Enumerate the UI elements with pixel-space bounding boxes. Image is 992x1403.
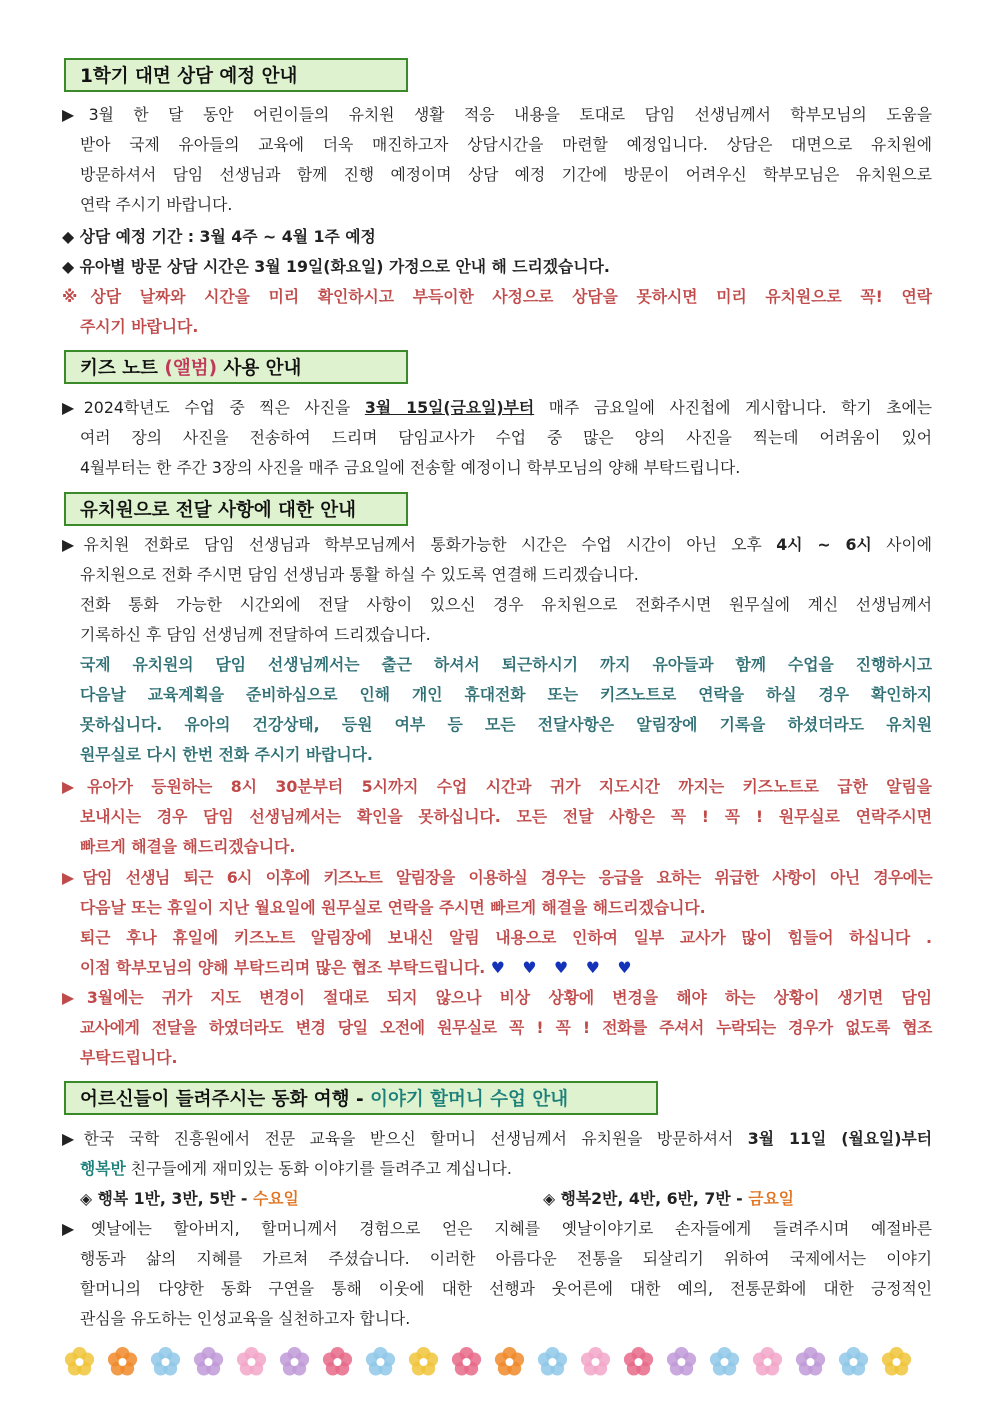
flower-icon: [108, 1347, 137, 1376]
flower-border: [58, 1342, 918, 1382]
s4-line: 관심을 유도하는 인성교육을 실천하고자 합니다.: [80, 1309, 411, 1328]
s1-para-line: 방문하셔서 담임 선생님과 함께 진행 예정이며 상담 예정 기간에 방문이 어려우신 학부모님은 유치원으로: [80, 165, 932, 184]
text: ◈ 행복 1반, 3반, 5반 -: [80, 1189, 253, 1208]
section-title-storytelling: [64, 1081, 658, 1115]
flower-icon: [194, 1347, 223, 1376]
consult-note: 주시기 바랍니다.: [80, 317, 199, 336]
consult-time: ◆ 유아별 방문 상담 시간은 3월 19일(화요일) 가정으로 안내 해 드리겠습니다.: [62, 257, 610, 276]
flower-icon: [495, 1347, 524, 1376]
s2-line: 여러 장의 사진을 전송하여 드리며 담임교사가 수업 중 많은 양의 사진을 찍는데 어려움이 있어: [80, 428, 932, 447]
flower-icon: [882, 1347, 911, 1376]
text: 매주 금요일에 사진첩에 게시합니다. 학기 초에는: [534, 398, 932, 417]
s3-teal-line: 못하십니다. 유아의 건강상태, 등원 여부 등 모든 전달사항은 알림장에 기록을 하셨더라도 유치원: [80, 715, 932, 734]
text: ◈ 행복2반, 4반, 6반, 7반 -: [543, 1189, 749, 1208]
s3-line: 유치원으로 전화 주시면 담임 선생님과 통활 하실 수 있도록 연결해 드리겠습니다.: [80, 565, 639, 584]
title-part: 키즈 노트: [80, 358, 165, 379]
s3-red-line: 빠르게 해결을 해드리겠습니다.: [80, 837, 296, 856]
s3-red-line: ▶담임 선생님 퇴근 6시 이후에 키즈노트 알림장을 이용하실 경우는 응급을 요하는 위급한 사항이 아닌 경우에는: [62, 868, 932, 887]
flower-icon: [710, 1347, 739, 1376]
s3-red-line: 퇴근 후나 휴일에 키즈노트 알림장에 보내신 알림 내용으로 인하여 일부 교사가 많이 힘들어 하십니다 .: [80, 928, 932, 947]
text: 친구들에게 재미있는 동화 이야기를 들려주고 계십니다.: [125, 1159, 512, 1178]
text: 이점 학부모님의 양해 부탁드리며 많은 협조 부탁드립니다.: [80, 958, 491, 977]
s3-red-line: ▶유아가 등원하는 8시 30분부터 5시까지 수업 시간과 귀가 지도시간 까지는 키즈노트로 급한 알림을: [62, 777, 932, 796]
s4-line: ▶옛날에는 할아버지, 할머니께서 경험으로 얻은 지혜를 옛날이야기로 손자들에게 들려주시며 예절바른: [62, 1219, 932, 1238]
s3-red-line: ▶3월에는 귀가 지도 변경이 절대로 되지 않으나 비상 상황에 변경을 해야 하는 상황이 생기면 담임: [62, 988, 932, 1007]
s3-line: [62, 530, 932, 560]
text: 사이에: [871, 535, 932, 554]
s3-line: 전화 통화 가능한 시간외에 전달 사항이 있으신 경우 유치원으로 전화주시면 원무실에 계신 선생님께서: [80, 595, 932, 614]
flower-icon: [581, 1347, 610, 1376]
title-part: 어르신들이 들려주시는 동화 여행 -: [80, 1089, 371, 1110]
text: ▶2024학년도 수업 중 찍은 사진을: [62, 398, 365, 417]
day: 수요일: [252, 1189, 299, 1208]
s4-line: [80, 1154, 932, 1184]
flower-icon: [151, 1347, 180, 1376]
s1-para-line: 연락 주시기 바랍니다.: [80, 195, 233, 214]
start-date: 3월 11일 (월요일)부터: [747, 1129, 932, 1148]
s3-red-line: 보내시는 경우 담임 선생님께서는 확인을 못하십니다. 모든 전달 사항은 꼭 ! 꼭 ! 원무실로 연락주시면: [80, 807, 932, 826]
s4-line: [62, 1124, 932, 1154]
flower-icon: [65, 1347, 94, 1376]
section-title-consultation: 1학기 대면 상담 예정 안내: [64, 58, 408, 92]
flower-icon: [280, 1347, 309, 1376]
s2-line: 4월부터는 한 주간 3장의 사진을 매주 금요일에 전송할 예정이니 학부모님의 양해 부탁드립니다.: [80, 458, 741, 477]
flower-icon: [452, 1347, 481, 1376]
text: ▶유치원 전화로 담임 선생님과 학부모님께서 통화가능한 시간은 수업 시간이 아닌 오후: [62, 535, 777, 554]
title-album: (앨범): [164, 358, 218, 379]
s2-line: [62, 393, 932, 423]
schedule-wed: [80, 1184, 480, 1214]
class-name: 행복반: [80, 1159, 126, 1178]
s1-para-line: 받아 국제 유아들의 교육에 더욱 매진하고자 상담시간을 마련할 예정입니다. 상담은 대면으로 유치원에: [80, 135, 932, 154]
s4-line: 행동과 삶의 지혜를 가르쳐 주셨습니다. 이러한 아름다운 전통을 되살리기 위하여 국제에서는 이야기: [80, 1249, 932, 1268]
section-title-kidsnote: [64, 350, 408, 384]
s3-red-line: 부탁드립니다.: [80, 1048, 178, 1067]
day: 금요일: [748, 1189, 795, 1208]
s3-teal-line: 다음날 교육계획을 준비하심으로 인해 개인 휴대전화 또는 키즈노트로 연락을 하실 경우 확인하지: [80, 685, 932, 704]
s1-para-line: ▶3월 한 달 동안 어린이들의 유치원 생활 적응 내용을 토대로 담임 선생님께서 학부모님의 도움을: [62, 105, 932, 124]
call-hours: 4시 ~ 6시: [776, 535, 872, 554]
start-date: 3월 15일(금요일)부터: [364, 398, 535, 417]
consult-period: ◆ 상담 예정 기간 : 3월 4주 ~ 4월 1주 예정: [62, 227, 376, 246]
s3-red-line: 교사에게 전달을 하였더라도 변경 당일 오전에 원무실로 꼭 ! 꼭 ! 전화를 주셔서 누락되는 경우가 없도록 협조: [80, 1018, 932, 1037]
flower-icon: [624, 1347, 653, 1376]
flower-icon: [839, 1347, 868, 1376]
flower-icon: [237, 1347, 266, 1376]
schedule-fri: [543, 1184, 923, 1214]
flower-icon: [667, 1347, 696, 1376]
s4-line: 할머니의 다양한 동화 구연을 통해 이웃에 대한 선행과 웃어른에 대한 예의, 전통문화에 대한 긍정적인: [80, 1279, 932, 1298]
title-part: 사용 안내: [217, 358, 302, 379]
section-title-communication: 유치원으로 전달 사항에 대한 안내: [64, 492, 408, 526]
flower-icon: [538, 1347, 567, 1376]
heart-icons: ♥ ♥ ♥ ♥ ♥: [490, 958, 638, 977]
s3-red-line: 다음날 또는 휴일이 지난 월요일에 원무실로 연락을 주시면 빠르게 해결을 해드리겠습니다.: [80, 898, 706, 917]
s3-line: 기록하신 후 담임 선생님께 전달하여 드리겠습니다.: [80, 625, 431, 644]
s3-teal-line: 국제 유치원의 담임 선생님께서는 출근 하셔서 퇴근하시기 까지 유아들과 함께 수업을 진행하시고: [80, 655, 932, 674]
consult-note: ※상담 날짜와 시간을 미리 확인하시고 부득이한 사정으로 상담을 못하시면 미리 유치원으로 꼭! 연락: [62, 287, 932, 306]
flower-icon: [366, 1347, 395, 1376]
flower-icon: [753, 1347, 782, 1376]
s3-teal-line: 원무실로 다시 한번 전화 주시기 바랍니다.: [80, 745, 373, 764]
text: ▶한국 국학 진흥원에서 전문 교육을 받으신 할머니 선생님께서 유치원을 방문하셔서: [62, 1129, 748, 1148]
title-part-teal: 이야기 할머니 수업 안내: [370, 1089, 569, 1110]
flower-icon: [323, 1347, 352, 1376]
flower-icon: [796, 1347, 825, 1376]
s3-red-line: [80, 953, 932, 983]
flower-icon: [409, 1347, 438, 1376]
